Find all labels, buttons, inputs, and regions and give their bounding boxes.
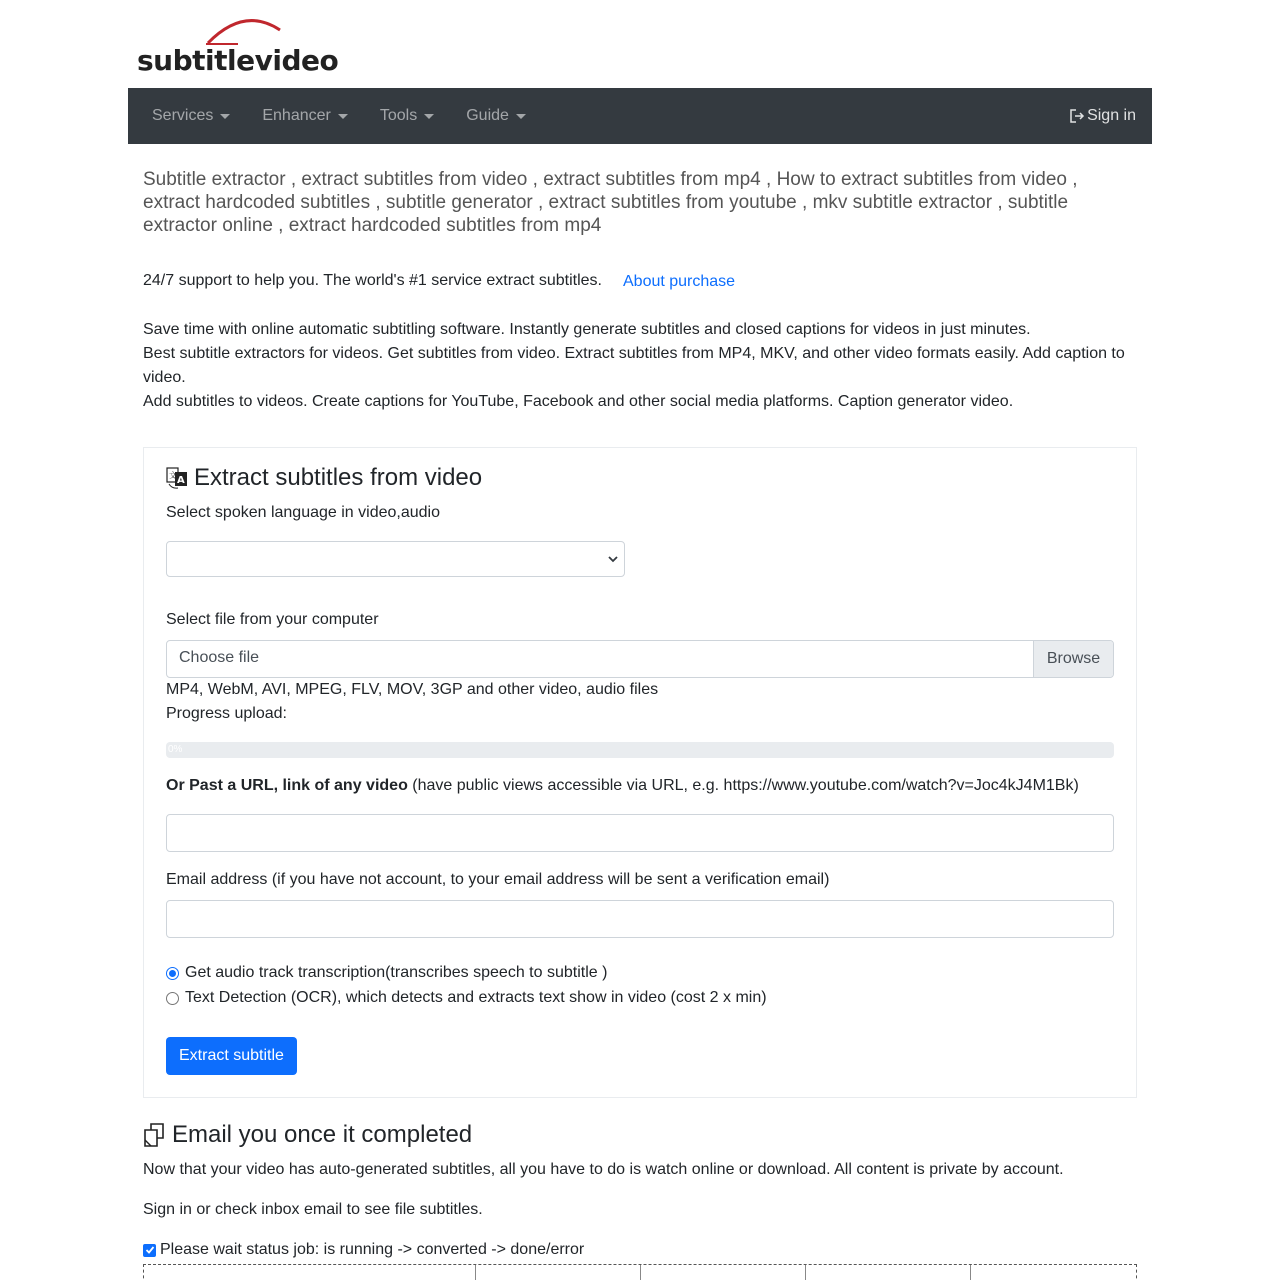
- description-line: Save time with online automatic subtitling software. Instantly generate subtitles and closed captions for videos in just minutes.: [143, 321, 1031, 338]
- caret-down-icon: [424, 114, 434, 119]
- nav-guide[interactable]: [458, 107, 534, 125]
- radio-ocr[interactable]: [166, 992, 179, 1005]
- radio-ocr-label: Text Detection (OCR), which detects and extracts text show in video (cost 2 x min): [185, 989, 767, 1006]
- nav-tools-label: Tools: [379, 107, 418, 124]
- section2-text1: Now that your video has auto-generated subtitles, all you have to do is watch online or download. All content is private by account.: [143, 1161, 1064, 1178]
- radio-audio[interactable]: [166, 967, 179, 980]
- extract-subtitle-button[interactable]: Extract subtitle: [166, 1037, 297, 1075]
- email-section-title-text: Email you once it completed: [172, 1121, 473, 1148]
- status-checkbox-row[interactable]: [143, 1241, 584, 1259]
- progress-value: 0%: [168, 744, 183, 755]
- status-label: Please wait status job: is running -> converted -> done/error: [160, 1241, 585, 1258]
- table-column-divider: [475, 1265, 476, 1280]
- logo-arc-icon: [204, 16, 284, 46]
- nav-services-label: Services: [152, 107, 214, 124]
- form-title: [166, 464, 482, 492]
- radio-ocr-option[interactable]: [166, 989, 767, 1007]
- table-column-divider: [805, 1265, 806, 1280]
- email-label: Email address (if you have not account, to your email address will be sent a verification email): [166, 871, 830, 888]
- description: [143, 318, 1143, 414]
- support-text: 24/7 support to help you. The world's #1 service extract subtitles.: [143, 272, 602, 289]
- caret-down-icon: [516, 114, 526, 119]
- email-input[interactable]: [166, 900, 1114, 938]
- svg-text:文: 文: [169, 471, 177, 480]
- email-section-title: [143, 1121, 472, 1149]
- logo-text: subtitlevideo: [137, 44, 339, 77]
- caret-down-icon: [220, 114, 230, 119]
- signin-icon: [1070, 109, 1085, 123]
- upload-progress-bar: [166, 742, 1114, 758]
- extract-form-card: [143, 447, 1137, 1098]
- nav-enhancer[interactable]: [254, 107, 356, 125]
- language-label: Select spoken language in video,audio: [166, 504, 440, 521]
- caret-down-icon: [338, 114, 348, 119]
- main-navbar: [128, 88, 1152, 144]
- file-input[interactable]: [166, 640, 1114, 678]
- keywords-heading: Subtitle extractor , extract subtitles from video , extract subtitles from mp4 , How to extract subtitles from video , extract hardcoded subtitles , subtitle generator , extract subtitles from youtube , mkv subtitle extractor , subtitle extractor online , extract hardcoded subtitles from mp4: [143, 169, 1078, 236]
- translate-icon: [166, 466, 188, 490]
- svg-text:A: A: [177, 475, 185, 486]
- table-column-divider: [640, 1265, 641, 1280]
- file-hint: MP4, WebM, AVI, MPEG, FLV, MOV, 3GP and other video, audio files: [166, 681, 659, 698]
- description-line: Best subtitle extractors for videos. Get subtitles from video. Extract subtitles from MP4, MKV, and other video formats easily. Add caption to video.: [143, 345, 1125, 386]
- status-checkbox[interactable]: [143, 1244, 156, 1257]
- browse-button[interactable]: Browse: [1033, 641, 1113, 677]
- signin-label: Sign in: [1087, 107, 1136, 124]
- nav-enhancer-label: Enhancer: [262, 107, 331, 124]
- nav-tools[interactable]: [372, 107, 442, 125]
- language-select[interactable]: [166, 541, 625, 577]
- signin-link[interactable]: [1070, 107, 1136, 125]
- url-input[interactable]: [166, 814, 1114, 852]
- radio-audio-label: Get audio track transcription(transcribes speech to subtitle ): [185, 964, 608, 981]
- radio-audio-option[interactable]: [166, 964, 607, 982]
- site-logo[interactable]: [137, 16, 339, 78]
- file-placeholder: Choose file: [179, 649, 260, 666]
- url-label: [166, 777, 1079, 795]
- table-column-divider: [970, 1265, 971, 1280]
- chevron-down-icon: [608, 555, 618, 563]
- description-line: Add subtitles to videos. Create captions for YouTube, Facebook and other social media platforms. Caption generator video.: [143, 393, 1014, 410]
- progress-label: Progress upload:: [166, 705, 287, 722]
- copy-icon: [143, 1122, 167, 1148]
- url-label-rest: (have public views accessible via URL, e.g. https://www.youtube.com/watch?v=Joc4kJ4M1Bk): [407, 777, 1079, 794]
- check-icon: [145, 1245, 155, 1255]
- nav-guide-label: Guide: [466, 107, 509, 124]
- url-label-bold: Or Past a URL, link of any video: [166, 777, 408, 794]
- nav-services[interactable]: [144, 107, 238, 125]
- file-label: Select file from your computer: [166, 611, 379, 628]
- about-purchase-link[interactable]: About purchase: [623, 273, 736, 290]
- form-title-text: Extract subtitles from video: [194, 464, 483, 491]
- section2-text2: Sign in or check inbox email to see file subtitles.: [143, 1201, 483, 1218]
- jobs-table: [143, 1264, 1137, 1280]
